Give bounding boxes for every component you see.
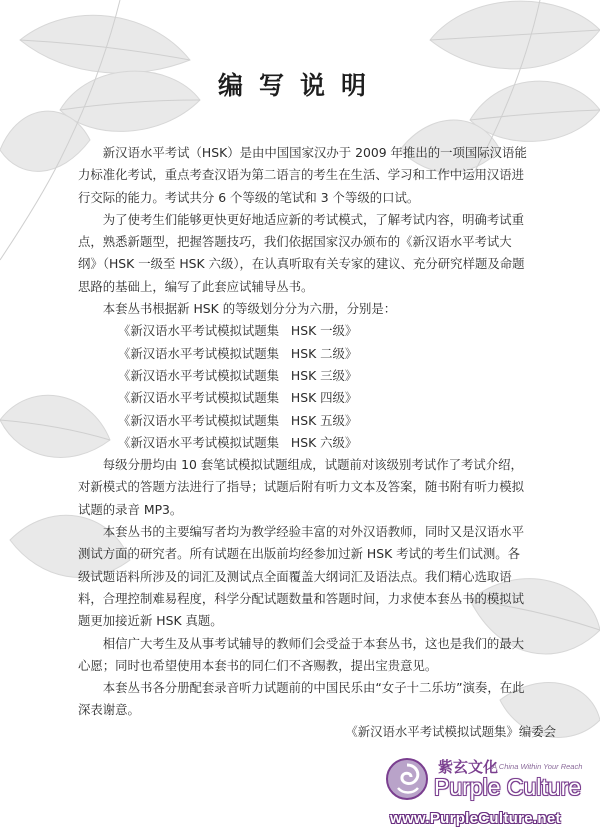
- paragraph-authors: 本套丛书的主要编写者均为教学经验丰富的对外汉语教师，同时又是汉语水平测试方面的研究者。所有试题在出版前均经参加过新 HSK 考试的考生们试测。各级试题语料所涉及的词汇及测试点全面覆盖大纲词汇及语法点。我们精心选取语料，合理控制难易程度，科学分配试题数量和答题时间，力求使本套丛书的模拟试题更加接近新 HSK 真题。: [78, 524, 525, 629]
- page-title: 编写说明: [217, 71, 382, 100]
- purple-culture-watermark: [380, 754, 600, 836]
- book-title-level-1: 《新汉语水平考试模拟试题集 HSK 一级》: [118, 323, 358, 339]
- purple-culture-logo-icon: [384, 756, 430, 802]
- watermark-tagline: A China Within Your Reach: [492, 762, 583, 771]
- paragraph-wishes: 相信广大考生及从事考试辅导的教师们会受益于本套丛书，这也是我们的最大心愿；同时也希望使用本套书的同仁们不吝赐教，提出宝贵意见。: [78, 635, 525, 673]
- watermark-chinese-name: 紫玄文化: [438, 758, 499, 776]
- editorial-signature: 《新汉语水平考试模拟试题集》编委会: [345, 724, 556, 739]
- paragraph-acknowledgement: 本套丛书各分册配套录音听力试题前的中国民乐由“女子十二乐坊”演奏，在此深表谢意。: [78, 680, 525, 718]
- paragraph-series: 本套丛书根据新 HSK 的等级划分分为六册，分别是：: [102, 301, 397, 317]
- book-title-level-2: 《新汉语水平考试模拟试题集 HSK 二级》: [118, 345, 358, 361]
- book-title-level-3: 《新汉语水平考试模拟试题集 HSK 三级》: [118, 367, 358, 383]
- paragraph-structure: 每级分册均由 10 套笔试模拟试题组成，试题前对该级别考试作了考试介绍，对新模式的答题方法进行了指导；试题后附有听力文本及答案，随书附有听力模拟试题的录音 MP3。: [78, 457, 525, 517]
- book-title-level-6: 《新汉语水平考试模拟试题集 HSK 六级》: [118, 434, 358, 450]
- paragraph-intro: 新汉语水平考试（HSK）是由中国国家汉办于 2009 年推出的一项国际汉语能力标准化考试，重点考查汉语为第二语言的考生在生活、学习和工作中运用汉语进行交际的能力。考试共分 6 个等级的笔试和 3 个等级的口试。: [78, 145, 527, 205]
- body-text: [78, 142, 530, 722]
- paragraph-purpose: 为了使考生们能够更快更好地适应新的考试模式，了解考试内容，明确考试重点，熟悉新题型，把握答题技巧，我们依据国家汉办颁布的《新汉语水平考试大纲》（HSK 一级至 HSK 六级），在认真听取有关专家的建议、充分研究样题及命题思路的基础上，编写了此套应试辅导丛书。: [78, 211, 525, 294]
- book-title-level-5: 《新汉语水平考试模拟试题集 HSK 五级》: [118, 412, 358, 428]
- book-title-level-4: 《新汉语水平考试模拟试题集 HSK 四级》: [118, 390, 358, 406]
- watermark-url: www.PurpleCulture.net: [390, 810, 561, 827]
- watermark-brand-name: Purple Culture: [434, 774, 582, 800]
